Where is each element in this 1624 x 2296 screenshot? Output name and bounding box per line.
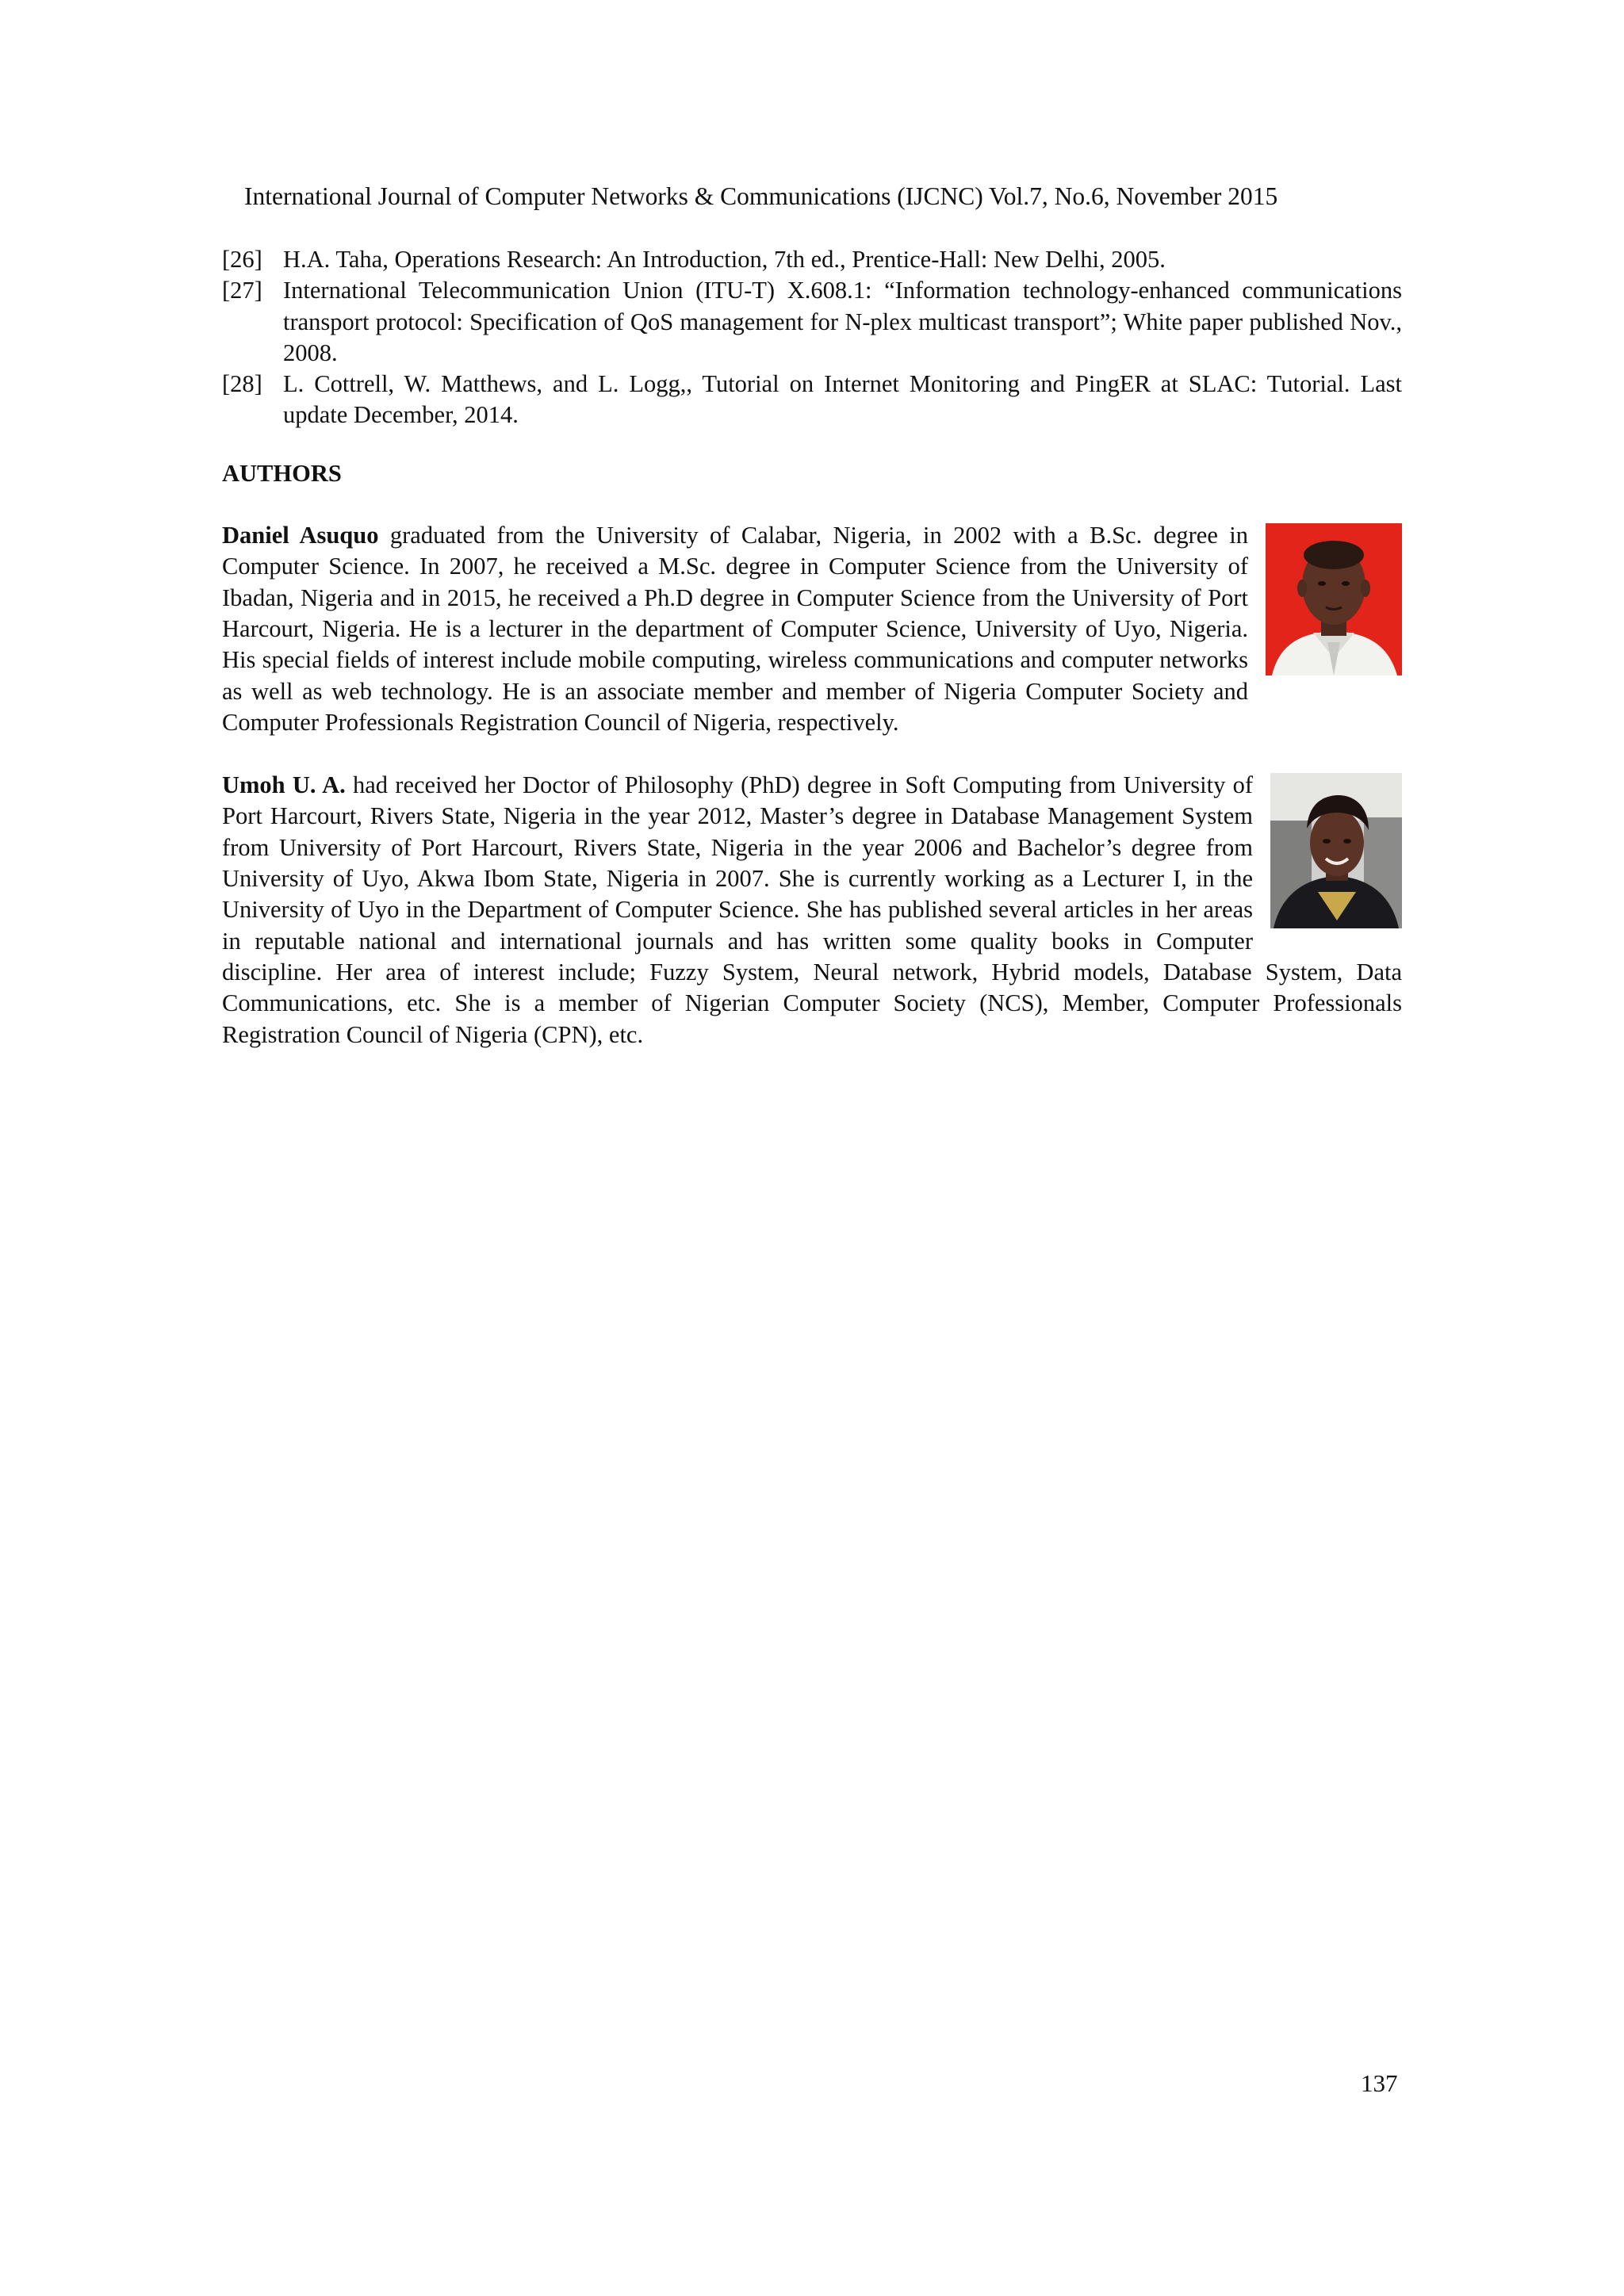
authors-heading: AUTHORS (222, 459, 342, 487)
reference-item (222, 369, 1402, 431)
page-number: 137 (1361, 2069, 1398, 2097)
author-bio-text: graduated from the University of Calabar, Nigeria, in 2002 with a B.Sc. degree in Computer Science. In 2007, he received a M.Sc. degree in Computer Science from the University of Ibadan, Nigeria and in 2015, he received a Ph.D degree in Computer Science from the University of Port Harcourt, Nigeria. He is a lecturer in the department of Computer Science, University of Uyo, Nigeria. His special fields of interest include mobile computing, wireless communications and computer networks as well as web technology. He is an associate member and member of Nigeria Computer Society and Computer Professionals Registration Council of Nigeria, respectively. (222, 522, 1248, 736)
page-content (222, 244, 1402, 1050)
portrait-woman-icon (1270, 773, 1402, 928)
author-photo (1266, 523, 1402, 675)
reference-item (222, 244, 1402, 275)
running-header: International Journal of Computer Networks & Communications (IJCNC) Vol.7, No.6, November 2015 (244, 182, 1278, 210)
reference-number: [28] (222, 370, 262, 398)
reference-item (222, 275, 1402, 369)
reference-text: International Telecommunication Union (ITU-T) X.608.1: “Information technology-enhanced communications transport protocol: Specification of QoS management for N-plex multicast transport”; White paper published Nov., 2008. (283, 277, 1402, 366)
author-name: Umoh U. A. (222, 771, 346, 799)
author-name: Daniel Asuquo (222, 522, 379, 549)
author-bio-text: had received her Doctor of Philosophy (PhD) degree in Soft Computing from University of Port Harcourt, Rivers State, Nigeria in the year 2012, Master’s degree in Database Management System from University of Port Harcourt, Rivers State, Nigeria in the year 2006 and Bachelor’s degree from University of Uyo, Akwa Ibom State, Nigeria in 2007. She is currently working as a Lecturer I, in the University of Uyo in the Department of Computer Science. She has published several articles in her areas in reputable national and international journals and has written some quality books in Computer discipline. Her area of interest include; Fuzzy System, Neural network, Hybrid models, Database System, Data Communications, etc. She is a member of Nigerian Computer Society (NCS), Member, Computer Professionals Registration Council of Nigeria (CPN), etc. (222, 771, 1402, 1048)
reference-text: L. Cottrell, W. Matthews, and L. Logg,, Tutorial on Internet Monitoring and PingER at SLAC: Tutorial. Last update December, 2014. (283, 370, 1402, 429)
portrait-man-icon (1266, 523, 1402, 675)
author-photo (1270, 773, 1402, 928)
author-bio (222, 520, 1402, 738)
reference-text: H.A. Taha, Operations Research: An Introduction, 7th ed., Prentice-Hall: New Delhi, 2005. (283, 246, 1166, 273)
reference-number: [26] (222, 246, 262, 273)
reference-list (222, 244, 1402, 431)
author-bio (222, 770, 1402, 1050)
reference-number: [27] (222, 277, 262, 304)
